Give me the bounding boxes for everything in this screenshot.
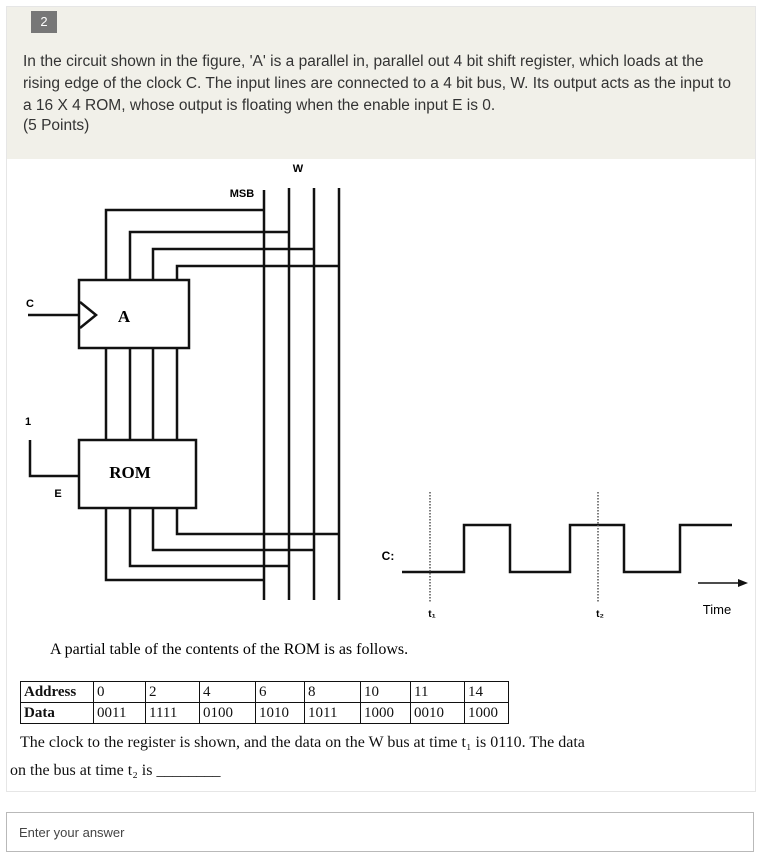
address-row [21,682,509,703]
question-continuation-line-1: The clock to the register is shown, and the data on the W bus at time t₁ is 0110. The data [20,734,585,751]
question-continuation-line-2: on the bus at time t₂ is ________ [10,762,221,779]
clock-triangle [80,302,96,328]
data-cell: 0010 [411,703,465,724]
address-header: Address [21,682,94,703]
enable-value: 1 [24,416,32,428]
msb-label: MSB [229,188,255,200]
bus-label: W [292,163,304,175]
enable-label: E [54,488,62,500]
address-cell: 2 [146,682,200,703]
data-cell: 1000 [361,703,411,724]
address-cell: 11 [411,682,465,703]
data-cell: 1111 [146,703,200,724]
data-cell: 1010 [256,703,305,724]
waveform-label: C: [381,549,395,563]
address-cell: 6 [256,682,305,703]
clock-waveform [402,525,732,572]
rom-contents-table [20,681,509,724]
answer-input[interactable] [7,813,753,851]
data-cell: 0100 [200,703,256,724]
data-cell: 0011 [94,703,146,724]
address-cell: 0 [94,682,146,703]
data-cell: 1000 [465,703,509,724]
t1-label: t₁ [428,609,436,620]
question-points: (5 Points) [23,117,90,134]
address-cell: 8 [305,682,361,703]
clock-input-label: C [26,298,34,310]
enable-line [30,440,79,476]
data-cell: 1011 [305,703,361,724]
time-label: Time [702,602,732,617]
t2-label: t₂ [596,609,604,620]
register-label: A [117,307,131,326]
table-caption: A partial table of the contents of the ROM is as follows. [50,641,409,658]
address-cell: 4 [200,682,256,703]
question-text: In the circuit shown in the figure, 'A' is a parallel in, parallel out 4 bit shift register, which loads at the rising edge of the clock C. The input lines are connected to a 4 bit bus, W. Its output acts as the input to a 16 X 4 ROM, whose output is floating when the enable input E is 0. [23,53,731,114]
address-cell: 14 [465,682,509,703]
data-row [21,703,509,724]
rom-label: ROM [109,463,151,482]
data-header: Data [21,703,94,724]
address-cell: 10 [361,682,411,703]
answer-box[interactable] [6,812,754,852]
question-number: 2 [31,11,57,33]
